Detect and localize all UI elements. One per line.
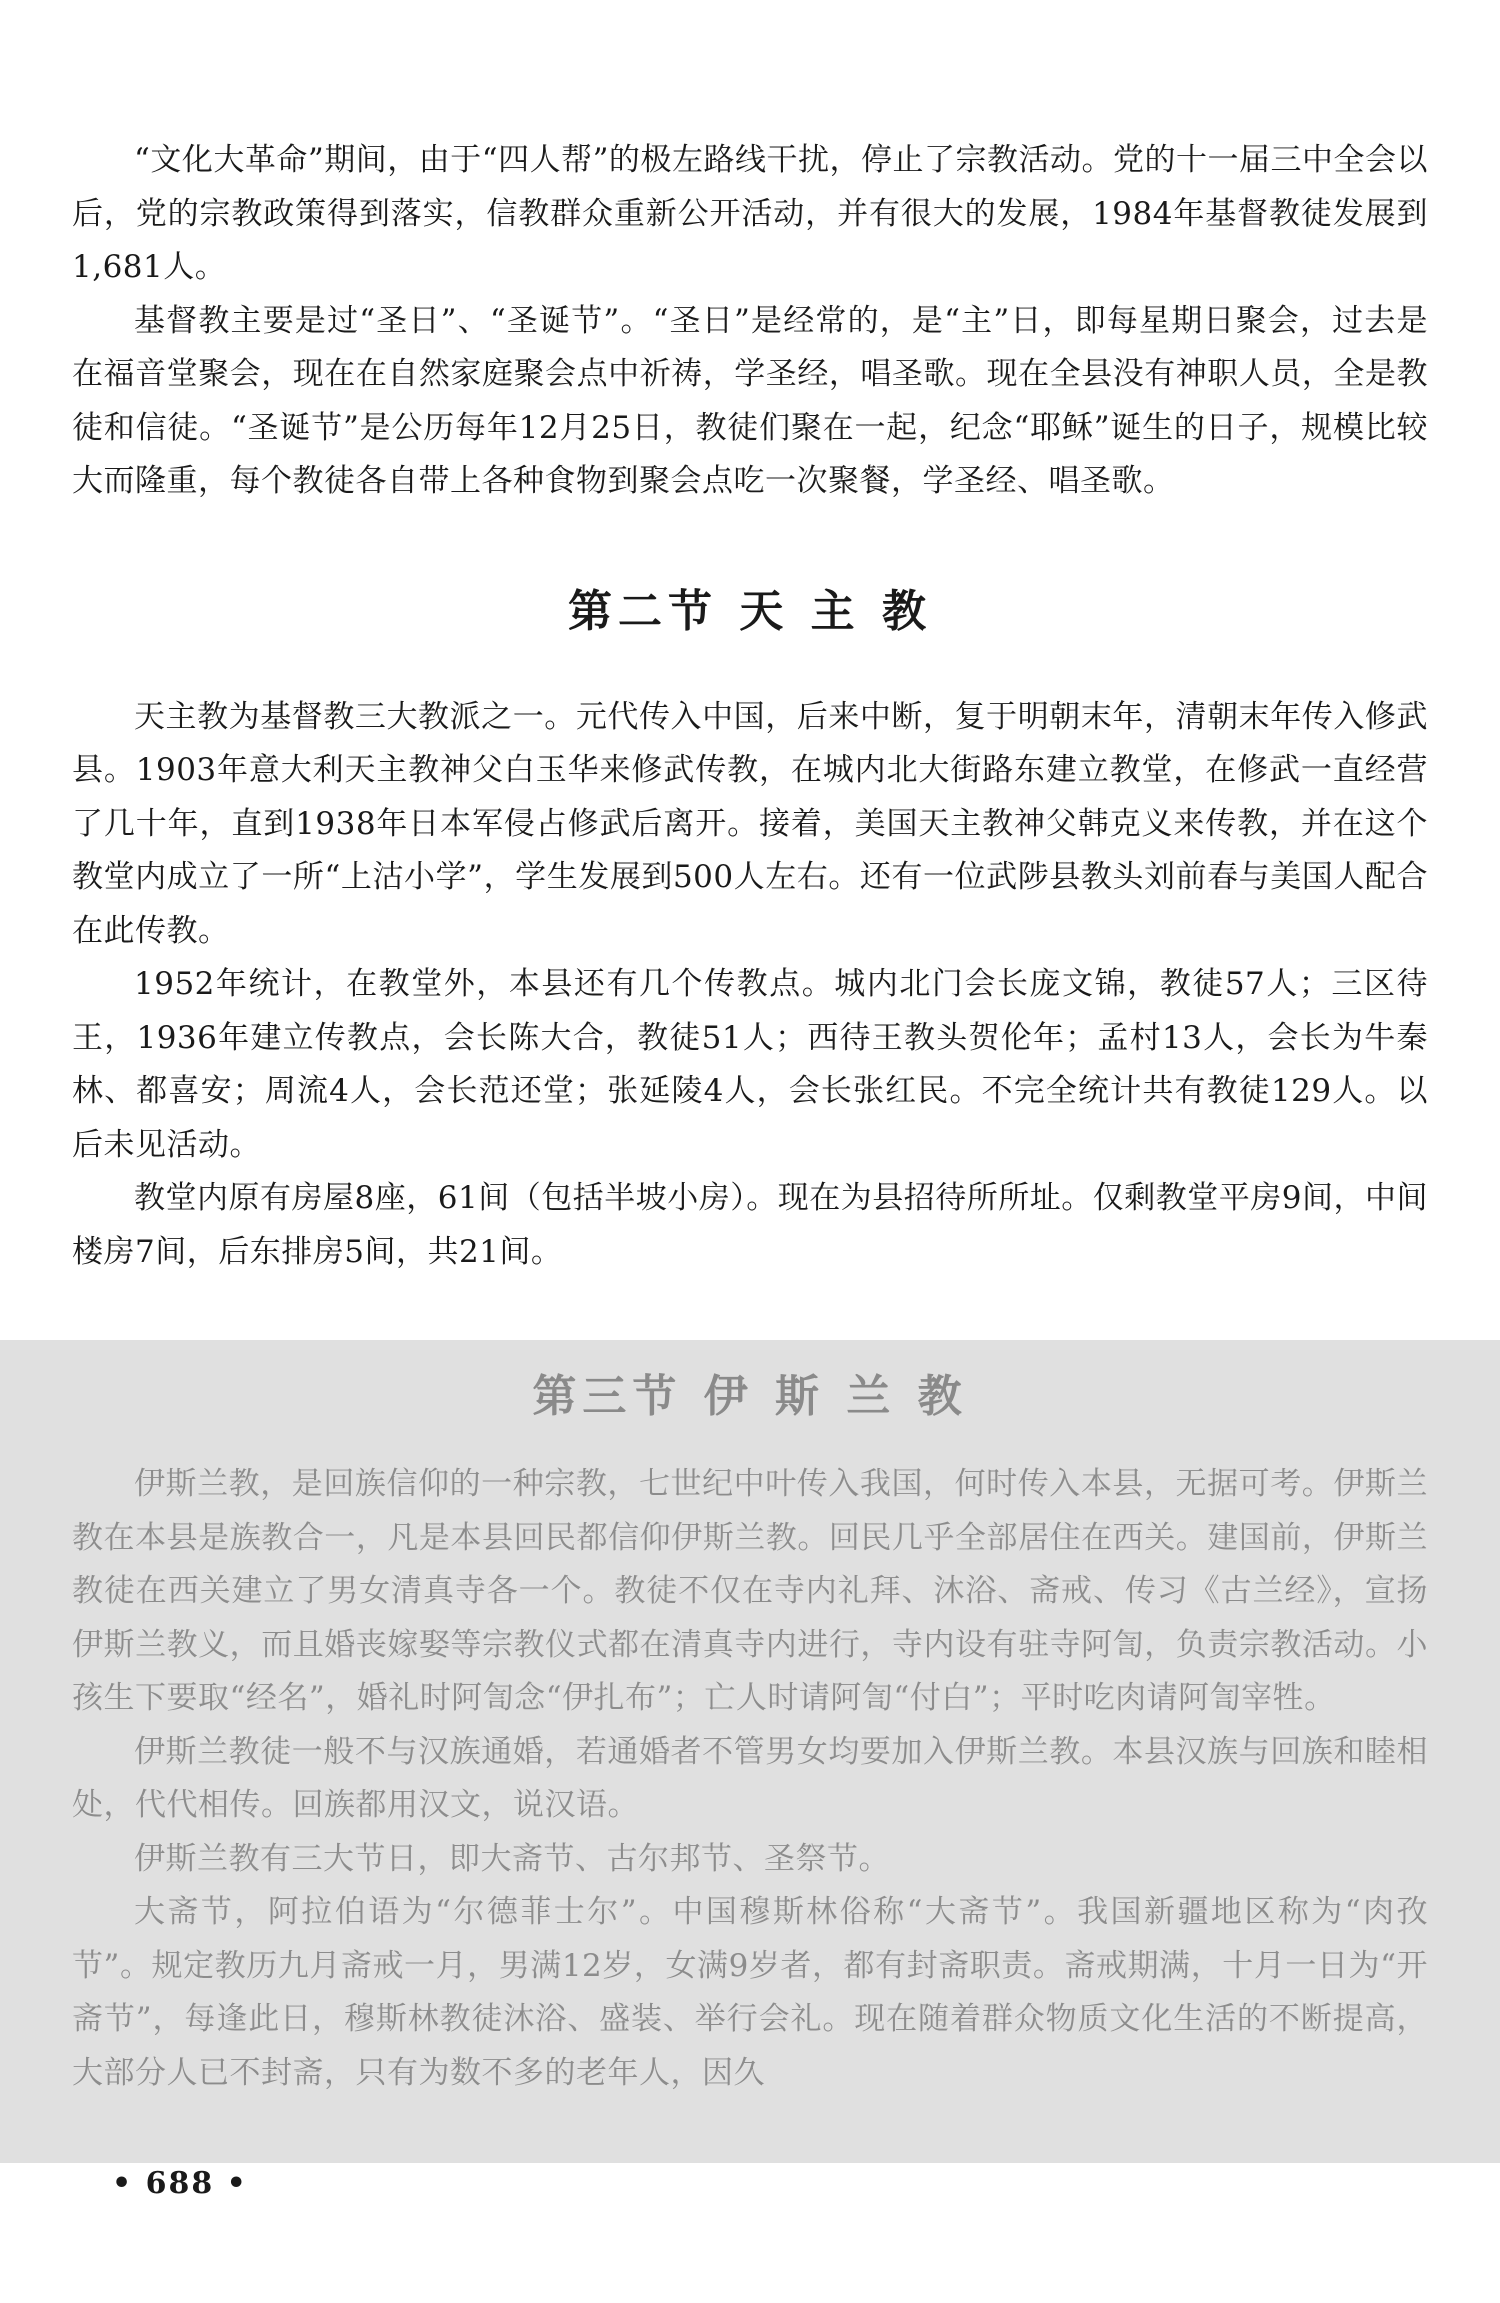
paragraph: 大斋节，阿拉伯语为“尔德菲士尔”。中国穆斯林俗称“大斋节”。我国新疆地区称为“肉孜节”。规定教历九月斋戒一月，男满12岁，女满9岁者，都有封斋职责。斋戒期满，十月一日为“开斋节”，每逢此日，穆斯林教徒沐浴、盛装、举行会礼。现在随着群众物质文化生活的不断提高，大部分人已不封斋，只有为数不多的老年人，因久 [72,1894,1428,2091]
paragraph: 基督教主要是过“圣日”、“圣诞节”。“圣日”是经常的，是“主”日，即每星期日聚会，过去是在福音堂聚会，现在在自然家庭聚会点中祈祷，学圣经，唱圣歌。现在全县没有神职人员，全是教徒和信徒。“圣诞节”是公历每年12月25日，教徒们聚在一起，纪念“耶稣”诞生的日子，规模比较大而隆重，每个教徒各自带上各种食物到聚会点吃一次聚餐，学圣经、唱圣歌。 [72,302,1428,499]
paragraph: 伊斯兰教，是回族信仰的一种宗教，七世纪中叶传入我国，何时传入本县，无据可考。伊斯兰教在本县是族教合一，凡是本县回民都信仰伊斯兰教。回民几乎全部居住在西关。建国前，伊斯兰教徒在西关建立了男女清真寺各一个。教徒不仅在寺内礼拜、沐浴、斋戒、传习《古兰经》，宣扬伊斯兰教义，而且婚丧嫁娶等宗教仪式都在清真寺内进行，寺内设有驻寺阿訇，负责宗教活动。小孩生下要取“经名”，婚礼时阿訇念“伊扎布”；亡人时请阿訇“付白”；平时吃肉请阿訇宰牲。 [72,1466,1428,1716]
paragraph: “文化大革命”期间，由于“四人帮”的极左路线干扰，停止了宗教活动。党的十一届三中全会以后，党的宗教政策得到落实，信教群众重新公开活动，并有很大的发展，1984年基督教徒发展到1,681人。 [72,142,1428,285]
paragraph: 伊斯兰教徒一般不与汉族通婚，若通婚者不管男女均要加入伊斯兰教。本县汉族与回族和睦相处，代代相传。回族都用汉文，说汉语。 [72,1733,1428,1823]
paragraph: 1952年统计，在教堂外，本县还有几个传教点。城内北门会长庞文锦，教徒57人；三区待王，1936年建立传教点，会长陈大合，教徒51人；西待王教头贺伦年；孟村13人，会长为牛秦林、都喜安；周流4人，会长范还堂；张延陵4人，会长张红民。不完全统计共有教徒129人。以后未见活动。 [72,966,1428,1163]
paragraph: 教堂内原有房屋8座，61间（包括半坡小房）。现在为县招待所所址。仅剩教堂平房9间，中间楼房7间，后东排房5间，共21间。 [72,1180,1428,1270]
paragraph: 伊斯兰教有三大节日，即大斋节、古尔邦节、圣祭节。 [134,1840,890,1877]
shaded-text-block [72,1340,1428,2100]
section-heading-islam: 第三节 伊 斯 兰 教 [532,1371,968,1422]
paragraph: 天主教为基督教三大教派之一。元代传入中国，后来中断，复于明朝末年，清朝末年传入修武县。1903年意大利天主教神父白玉华来修武传教，在城内北大街路东建立教堂，在修武一直经营了几十年，直到1938年日本军侵占修武后离开。接着，美国天主教神父韩克义来传教，并在这个教堂内成立了一所“上沽小学”，学生发展到500人左右。还有一位武陟县教头刘前春与美国人配合在此传教。 [72,698,1428,949]
upper-text-block [72,134,1428,1279]
shaded-region [0,1340,1500,2163]
section-heading-catholicism: 第二节 天 主 教 [568,585,932,637]
page-number: • 688 • [112,2166,248,2201]
